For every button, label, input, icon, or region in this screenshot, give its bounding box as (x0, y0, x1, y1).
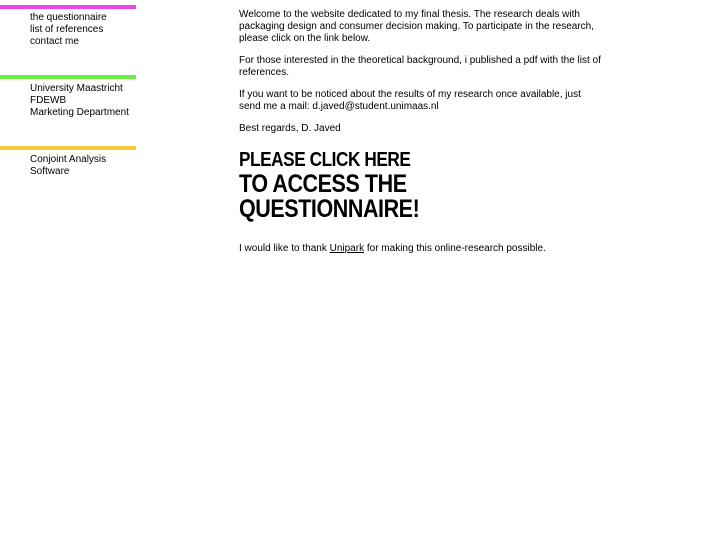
nav-link-questionnaire[interactable]: the questionnaire (30, 12, 107, 23)
link-conjoint-analysis-software[interactable] (30, 154, 150, 178)
link-university-maastricht[interactable]: University Maastricht (30, 83, 123, 94)
magenta-divider (0, 5, 136, 9)
cta-line3: QUESTIONNAIRE! (239, 195, 420, 223)
green-divider (0, 75, 136, 79)
cta-line2: TO ACCESS THE (239, 170, 407, 198)
nav-link-references[interactable]: list of references (30, 24, 104, 35)
notice-paragraph: If you want to be noticed about the results of my research once available, just send me a mail: d.javed@student.unimaas.nl (239, 89, 581, 112)
thanks-paragraph (239, 243, 604, 255)
nav-link-contact[interactable]: contact me (30, 36, 79, 47)
sidebar-software (30, 154, 150, 178)
unipark-link[interactable]: Unipark (329, 243, 365, 254)
regards-paragraph: Best regards, D. Javed (239, 123, 341, 134)
software-label-line1: Conjoint Analysis (30, 154, 107, 165)
thanks-after: for making this online-research possible. (364, 243, 546, 254)
cta-line1: PLEASE CLICK HERE (239, 149, 411, 171)
link-fdewb[interactable]: FDEWB (30, 95, 67, 106)
references-paragraph: For those interested in the theoretical background, i published a pdf with the list of references. (239, 55, 601, 78)
link-marketing-department[interactable]: Marketing Department (30, 107, 129, 118)
main-content (239, 9, 604, 265)
sidebar-nav (30, 12, 150, 48)
yellow-divider (0, 146, 136, 150)
sidebar-university (30, 83, 150, 119)
questionnaire-cta-link[interactable] (239, 149, 445, 221)
software-label-line2: Software (30, 166, 70, 177)
intro-paragraph: Welcome to the website dedicated to my final thesis. The research deals with packaging design and consumer decision making. To participate in the research, please click on the link below. (239, 9, 595, 44)
thanks-before: I would like to thank (239, 243, 330, 254)
